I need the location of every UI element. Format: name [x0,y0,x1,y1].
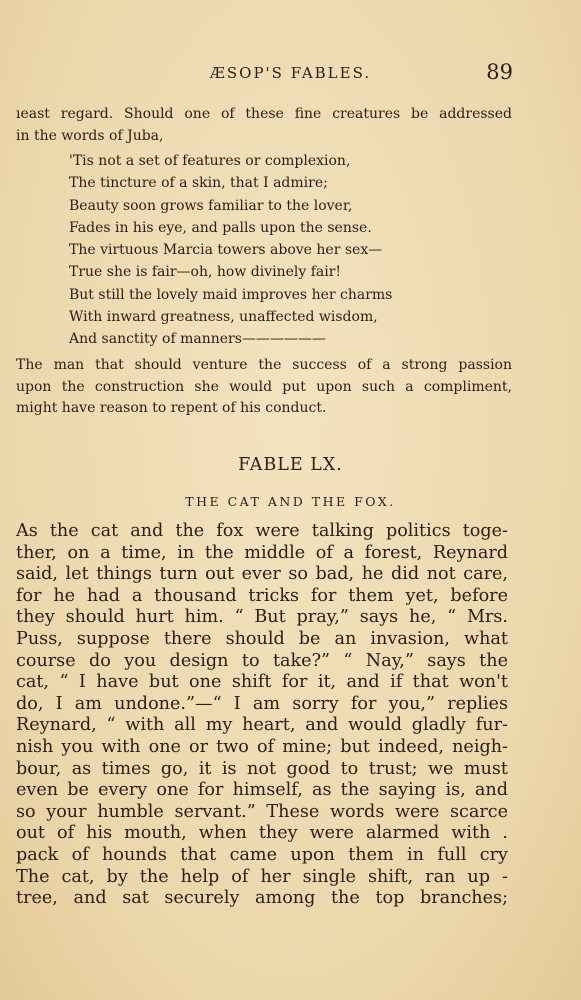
verse-line: The virtuous Marcia towers above her sex— [69,242,383,259]
fable-line: tree, and sat securely among the top branches; [16,888,508,909]
fable-line: As the cat and the fox were talking politics toge- [16,521,508,541]
verse-line: True she is fair—oh, how divinely fair! [69,264,342,281]
fable-line: for he had a thousand tricks for them yet, before [16,585,508,606]
verse-quotation [69,150,392,351]
fable-line: Reynard, “ with all my heart, and would gladly fur- [16,715,508,736]
conclusion-line: might have reason to repent of his conduct. [16,400,327,416]
fable-line: nish you with one or two of mine; but indeed, neigh- [16,736,508,757]
fable-line: out of his mouth, when they were alarmed with . [16,823,508,844]
verse-line: With inward greatness, unaffected wisdom, [69,309,378,326]
verse-line: And sanctity of manners—————— [69,331,326,348]
fable-line: Puss, suppose there should be an invasion, what [16,628,508,649]
fable-line: pack of hounds that came upon them in full cry [16,844,508,865]
verse-line: The tincture of a skin, that I admire; [69,175,328,192]
verse-line: But still the lovely maid improves her charms [69,286,393,303]
verse-line: 'Tis not a set of features or complexion, [69,153,351,169]
fable-heading: FABLE LX. [238,455,343,475]
fable-line: said, let things turn out ever so bad, he did not care, [16,564,508,585]
fable-body [16,521,508,910]
page-number: 89 [486,60,513,84]
conclusion-line: upon the construction she would put upon such a compliment, [16,378,512,395]
verse-line: Beauty soon grows familiar to the lover, [69,197,353,214]
fable-line: The cat, by the help of her single shift, ran up - [16,866,508,887]
fable-line: ther, on a time, in the middle of a forest, Reynard [16,542,508,563]
fable-line: course do you design to take?” “ Nay,” says the [16,650,508,671]
intro-paragraph [16,104,512,147]
fable-line: cat, “ I have but one shift for it, and if that won't [16,672,508,693]
conclusion-paragraph [16,355,512,420]
conclusion-line: The man that should venture the success of a strong passion [16,357,512,373]
fable-line: do, I am undone.”—“ I am sorry for you,” replies [16,693,508,714]
intro-line: ıeast regard. Should one of these fine creatures be addressed [16,106,512,122]
fable-line: so your humble servant.” These words were scarce [16,801,508,822]
fable-title: THE CAT AND THE FOX. [185,494,396,509]
fable-line: bour, as times go, it is not good to trust; we must [16,758,508,779]
fable-line: they should hurt him. “ But pray,” says he, “ Mrs. [16,607,508,628]
running-title: ÆSOP'S FABLES. [209,64,372,82]
fable-line: even be every one for himself, as the saying is, and [16,780,508,801]
verse-line: Fades in his eye, and palls upon the sense. [69,219,372,236]
intro-line: in the words of Juba, [16,127,164,144]
